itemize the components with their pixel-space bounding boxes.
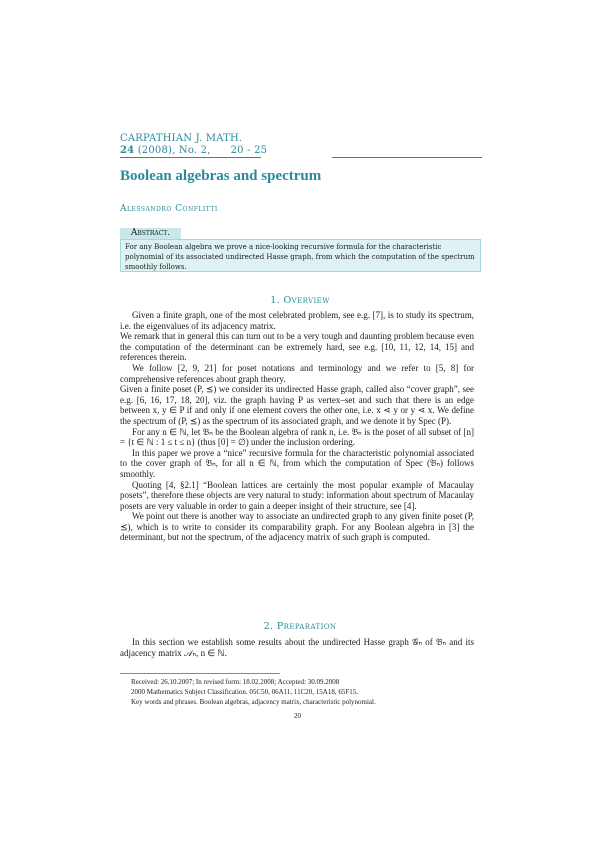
footnotes <box>131 677 376 707</box>
footnote-keywords: Key words and phrases. Boolean algebras, adjacency matrix, characteristic polynomial. <box>131 698 376 706</box>
section-heading-overview: 1. Overview <box>270 295 330 306</box>
section-heading-preparation: 2. Preparation <box>263 621 337 632</box>
header-rule-right <box>332 157 482 158</box>
paper-title: Boolean algebras and spectrum <box>120 168 322 184</box>
footnote-received: Received: 26.10.2007; In revised form: 18.02.2008; Accepted: 30.09.2008 <box>131 678 340 686</box>
paragraph: In this paper we prove a “nice” recursive formula for the characteristic polynomial associated to the cover graph of 𝔅ₙ, for all n ∈ ℕ, from which the computation of Spec (𝔅ₙ) follows smoothly. <box>120 447 474 479</box>
paragraph: We remark that in general this can turn out to be a very tough and daunting problem because even the computation of the determinant can be extremely hard, see e.g. [10, 11, 12, 14, 15] and references therein. <box>120 331 474 363</box>
abstract-label: Abstract. <box>120 228 181 239</box>
section-preparation-body <box>120 637 474 658</box>
journal-name: CARPATHIAN J. MATH. <box>120 133 243 144</box>
abstract-box: For any Boolean algebra we prove a nice-looking recursive formula for the characteristic polynomial of its associated undirected Hasse graph, from which the computation of the spectrum smoothly follows. <box>120 239 481 272</box>
footnote-rule <box>120 673 280 674</box>
paragraph: We follow [2, 9, 21] for poset notations and terminology and we refer to [5, 8] for comprehensive references about graph theory. <box>120 362 474 384</box>
journal-pages: 20 - 25 <box>230 145 268 156</box>
header-rule-left <box>120 157 261 158</box>
paragraph: Given a finite poset (P, ⪯) we consider its undirected Hasse graph, called also “cover graph”, see e.g. [6, 16, 17, 18, 20], viz. the graph having P as vertex–set and such that there is an edge between x, y ∈ P if and only if one element covers the other one, i.e. x ⋖ y or y ⋖ x. We define the spectrum of (P, ⪯) as the spectrum of its associated graph, and we denote it by Spec (P). <box>120 384 474 426</box>
journal-volume: 24 <box>120 145 135 156</box>
section-overview-body <box>120 310 474 543</box>
paragraph: In this section we establish some results about the undirected Hasse graph 𝒢ₙ of 𝔅ₙ and its adjacency matrix 𝒜ₙ, n ∈ ℕ. <box>120 637 474 658</box>
journal-issue: (2008), No. 2, <box>134 145 211 156</box>
paragraph: Quoting [4, §2.1] “Boolean lattices are certainly the most popular example of Macaulay posets”, therefore these objects are very natural to study: information about spectrum of Macaulay posets are very valuable in order to gain a deeper insight of their structure, see [4]. <box>120 479 474 511</box>
journal-header <box>120 133 267 157</box>
footnote-msc: 2000 Mathematics Subject Classification. 05C50, 06A11, 11C20, 15A18, 65F15. <box>131 688 358 696</box>
paragraph: We point out there is another way to associate an undirected graph to any given finite poset (P, ⪯), which is to write to consider its comparability graph. For any Boolean algebra in [3] the determinant, but not the spectrum, of the adjacency matrix of such graph is computed. <box>120 511 474 543</box>
author-name: Alessandro Conflitti <box>120 204 218 214</box>
paragraph: For any n ∈ ℕ, let 𝔅ₙ be the Boolean algebra of rank n, i.e. 𝔅ₙ is the poset of all subset of [n] = {t ∈ ℕ : 1 ≤ t ≤ n} (thus [0] = ∅) under the inclusion ordering. <box>120 426 474 448</box>
paragraph: Given a finite graph, one of the most celebrated problem, see e.g. [7], is to study its spectrum, i.e. the eigenvalues of its adjacency matrix. <box>120 310 474 331</box>
page-number: 20 <box>294 712 301 720</box>
